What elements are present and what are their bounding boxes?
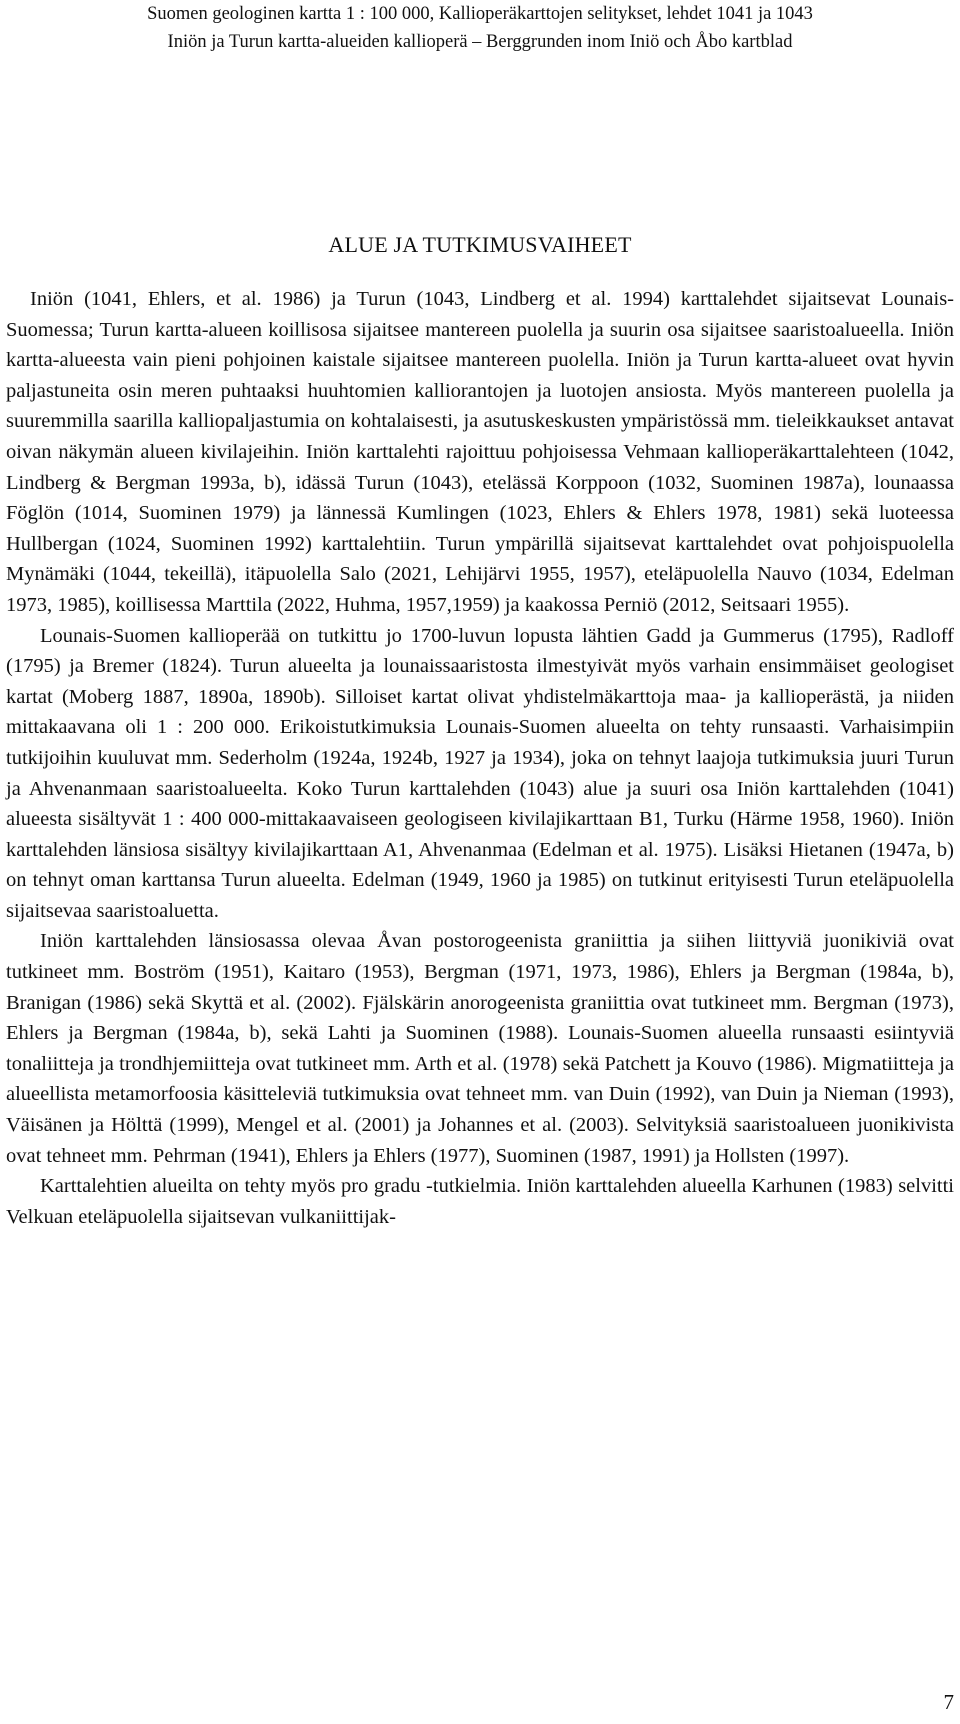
- paragraph-granite-studies: Iniön karttalehden länsiosassa olevaa Åvan postorogeenista graniittia ja siihen liittyviä juonikiviä ovat tutkineet mm. Boström (1951), Kaitaro (1953), Bergman (1971, 1973, 1986), Ehlers ja Bergman (1984a, b), Branigan (1986) sekä Skyttä et al. (2002). Fjälskärin anorogeenista graniittia ovat tutkineet mm. Bergman (1973), Ehlers ja Bergman (1984a, b), sekä Lahti ja Suominen (1988). Lounais-Suomen alueella runsaasti esiintyviä tonaliitteja ja trondhjemiitteja ovat tutkineet mm. Arth et al. (1978) sekä Patchett ja Kouvo (1986). Migmatiitteja ja alueellista metamorfoosia käsitteleviä tutkimuksia ovat tehneet mm. van Duin (1992), van Duin ja Nieman (1993), Väisänen ja Hölttä (1999), Mengel et al. (2001) ja Johannes et al. (2003). Selvityksiä saaristoalueen juonikivista ovat tehneet mm. Pehrman (1941), Ehlers ja Ehlers (1977), Suominen (1987, 1991) ja Hollsten (1997).: [6, 930, 954, 1167]
- section-title: ALUE JA TUTKIMUSVAIHEET: [328, 232, 632, 257]
- paragraph-theses: Karttalehtien alueilta on tehty myös pro gradu -tutkielmia. Iniön karttalehden alueella Karhunen (1983) selvitti Velkuan eteläpuolella sijaitsevan vulkaniittijak-: [6, 1175, 954, 1228]
- running-header-line-2: Iniön ja Turun kartta-alueiden kallioperä – Berggrunden inom Iniö och Åbo kartblad: [167, 32, 793, 52]
- running-header: [0, 0, 960, 56]
- page-number: 7: [943, 1690, 954, 1714]
- paragraph-area-overview: Iniön (1041, Ehlers, et al. 1986) ja Turun (1043, Lindberg et al. 1994) karttalehdet sijaitsevat Lounais-Suomessa; Turun kartta-alueen koillisosa sijaitsee mantereen puolella ja suurin osa sijaitsee saaristoalueella. Iniön kartta-alueesta vain pieni pohjoinen kaistale sijaitsee mantereen puolella. Iniön ja Turun kartta-alueet ovat hyvin paljastuneita osin meren puhtaaksi huuhtomien kalliorantojen ja luotojen ansiosta. Myös mantereen puolella ja suuremmilla saarilla kalliopaljastumia on kohtalaisesti, ja asutuskeskusten ympäristössä mm. tieleikkaukset antavat oivan näkymän alueen kivilajeihin. Iniön karttalehti rajoittuu pohjoisessa Vehmaan kallioperäkarttalehteen (1042, Lindberg & Bergman 1993a, b), idässä Turun (1043), etelässä Korppoon (1032, Suominen 1987a), lounaassa Föglön (1014, Suominen 1979) ja lännessä Kumlingen (1023, Ehlers & Ehlers 1978, 1981) sekä luoteessa Hullbergan (1024, Suominen 1992) karttalehtiin. Turun ympärillä sijaitsevat karttalehdet ovat pohjoispuolella Mynämäki (1044, tekeillä), itäpuolella Salo (2021, Lehijärvi 1955, 1957), eteläpuolella Nauvo (1034, Edelman 1973, 1985), koillisessa Marttila (2022, Huhma, 1957,1959) ja kaakossa Perniö (2012, Seitsaari 1955).: [6, 288, 954, 616]
- running-header-line-1: Suomen geologinen kartta 1 : 100 000, Kallioperäkarttojen selitykset, lehdet 1041 ja 1043: [147, 4, 813, 24]
- paragraph-research-history: Lounais-Suomen kallioperää on tutkittu jo 1700-luvun lopusta lähtien Gadd ja Gummerus (1795), Radloff (1795) ja Bremer (1824). Turun alueelta ja lounaissaaristosta ilmestyivät myös varhain ensimmäiset geologiset kartat (Moberg 1887, 1890a, 1890b). Silloiset kartat olivat yhdistelmäkarttoja maa- ja kallioperästä, ja niiden mittakaavana oli 1 : 200 000. Erikoistutkimuksia Lounais-Suomen alueelta on tehty runsaasti. Varhaisimpiin tutkijoihin kuuluvat mm. Sederholm (1924a, 1924b, 1927 ja 1934), joka on tehnyt laajoja tutkimuksia juuri Turun ja Ahvenanmaan saaristoalueelta. Koko Turun karttalehden (1043) alue ja suuri osa Iniön karttalehden (1041) alueesta sisältyvät 1 : 400 000-mittakaavaiseen geologiseen kivilajikarttaan B1, Turku (Härme 1958, 1960). Iniön karttalehden länsiosa sisältyy kivilajikarttaan A1, Ahvenanmaa (Edelman et al. 1975). Lisäksi Hietanen (1947a, b) on tehnyt oman karttansa Turun alueelta. Edelman (1949, 1960 ja 1985) on tutkinut erityisesti Turun eteläpuolella sijaitsevaa saaristoaluetta.: [6, 624, 954, 922]
- body-text: [6, 284, 954, 1232]
